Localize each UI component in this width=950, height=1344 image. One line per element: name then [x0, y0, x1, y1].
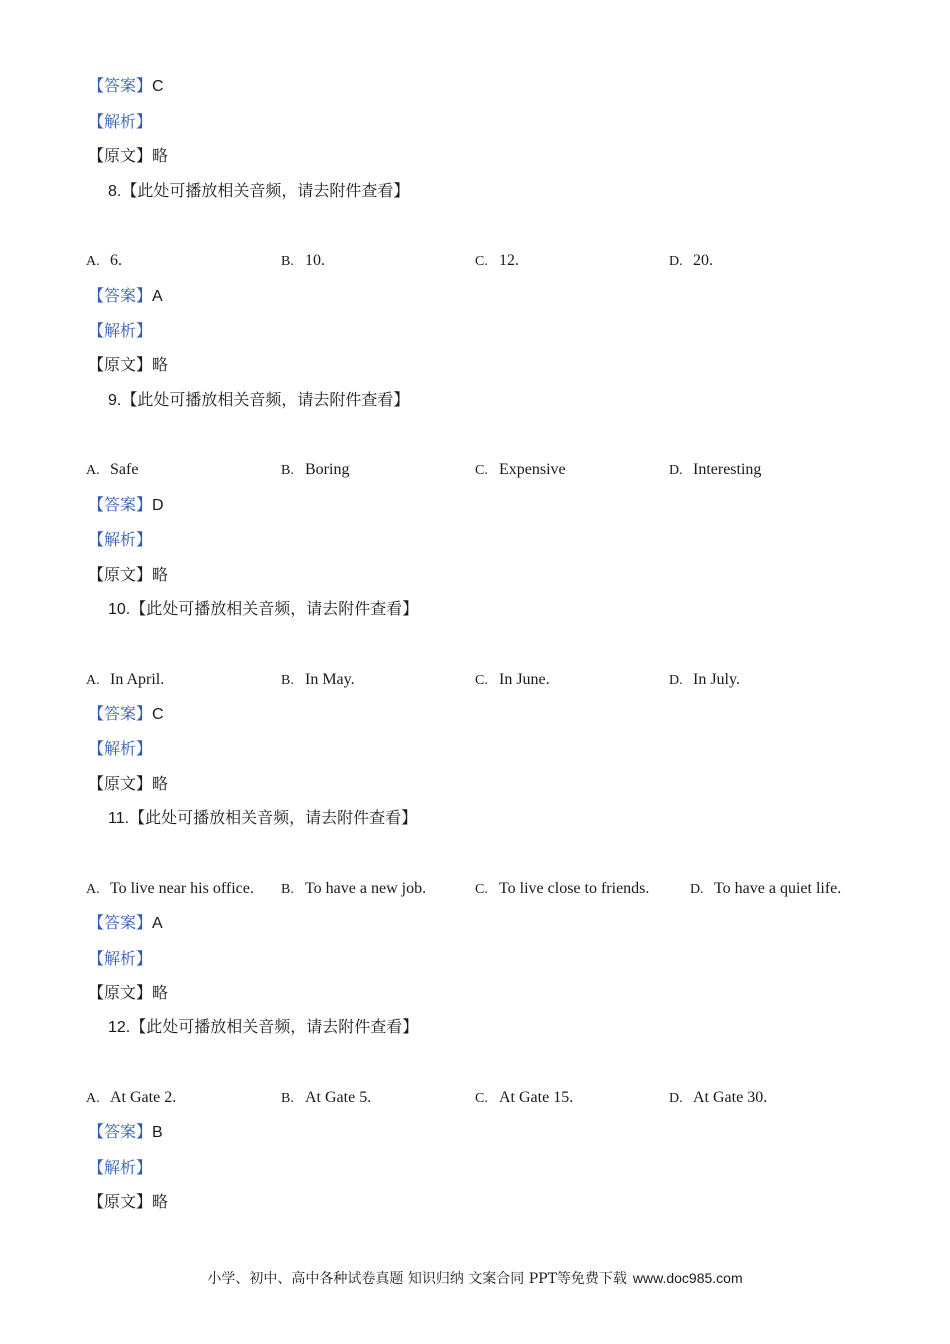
option-d	[669, 1088, 767, 1109]
option-c	[475, 879, 649, 900]
questions-4-options-0-text: At Gate 2.	[110, 1089, 177, 1106]
questions-3-options-1-letter: B.	[281, 882, 294, 897]
questions-0-options-1-text: 10.	[305, 252, 325, 269]
questions-4-options-2-text: At Gate 15.	[499, 1089, 574, 1106]
answer-line-q10	[88, 704, 164, 725]
original-line-q9	[88, 565, 168, 585]
analysis-label: 【解析】	[88, 1158, 153, 1177]
labels-original: 【原文】	[88, 774, 153, 793]
labels-answer: 【答案】	[88, 704, 153, 723]
questions-0-options-3-text: 20.	[693, 252, 713, 269]
questions-0-answer: A	[152, 288, 163, 305]
labels-answer: 【答案】	[88, 286, 153, 305]
questions-2-options-0-letter: A.	[86, 673, 100, 688]
analysis-label: 【解析】	[88, 739, 153, 758]
option-a	[86, 1088, 176, 1109]
questions-4-options-3-letter: D.	[669, 1091, 683, 1106]
questions-2-options-2-text: In June.	[499, 671, 550, 688]
labels-original: 【原文】	[88, 983, 153, 1002]
footer-text: 小学、初中、高中各种试卷真题 知识归纳 文案合同 PPT等免费下载	[207, 1271, 627, 1287]
option-c	[475, 1088, 573, 1109]
questions-2-options-0-text: In April.	[110, 671, 165, 688]
analysis-label: 【解析】	[88, 949, 153, 968]
questions-3-options-1-text: To have a new job.	[305, 880, 427, 897]
questions-1-options-0-text: Safe	[110, 461, 139, 478]
questions-3-options-3-text: To have a quiet life.	[714, 880, 842, 897]
labels-audio: 【此处可播放相关音频，请去附件查看】	[129, 808, 418, 827]
footer-site-link[interactable]: www.doc985.com	[632, 1270, 743, 1286]
answer-line-q12	[88, 1122, 163, 1143]
original-line-q12	[88, 1192, 168, 1212]
questions-3-answer: A	[152, 915, 163, 932]
original-label: 【原文】	[88, 146, 153, 165]
questions-3-options-2-letter: C.	[475, 882, 488, 897]
questions-2-options-1-text: In May.	[305, 671, 355, 688]
questions-0-options-2-text: 12.	[499, 252, 519, 269]
question-12	[108, 1017, 418, 1038]
labels-answer: 【答案】	[88, 495, 153, 514]
option-a	[86, 879, 254, 900]
answer-line-q7	[88, 76, 164, 97]
questions-4-options-1-letter: B.	[281, 1091, 294, 1106]
labels-original-text: 略	[152, 1192, 169, 1211]
option-a	[86, 460, 138, 481]
option-b	[281, 251, 325, 272]
option-d	[690, 879, 841, 900]
option-b	[281, 460, 349, 481]
questions-2-answer: C	[152, 706, 164, 723]
questions-4-options-2-letter: C.	[475, 1091, 488, 1106]
original-line-q8	[88, 355, 168, 375]
questions-1-answer: D	[152, 497, 164, 514]
option-b	[281, 879, 426, 900]
labels-original-text: 略	[152, 565, 169, 584]
original-line-q10	[88, 774, 168, 794]
labels-answer: 【答案】	[88, 1122, 153, 1141]
questions-3-options-2-text: To live close to friends.	[499, 880, 650, 897]
labels-audio: 【此处可播放相关音频，请去附件查看】	[121, 390, 410, 409]
labels-original-text: 略	[152, 774, 169, 793]
option-d	[669, 251, 713, 272]
question-11	[108, 808, 417, 829]
questions-3-options-0-letter: A.	[86, 882, 100, 897]
answer-line-q8	[88, 286, 163, 307]
analysis-label: 【解析】	[88, 321, 153, 340]
questions-2-options-3-text: In July.	[693, 671, 740, 688]
option-a	[86, 670, 164, 691]
question-8	[108, 181, 409, 202]
question-number: 8.	[108, 183, 122, 200]
option-b	[281, 670, 355, 691]
option-b	[281, 1088, 371, 1109]
answer-value: C	[152, 78, 164, 95]
questions-1-options-2-letter: C.	[475, 463, 488, 478]
questions-4-options-1-text: At Gate 5.	[305, 1089, 372, 1106]
question-9	[108, 390, 409, 411]
page-footer	[0, 1268, 950, 1288]
questions-2-options-3-letter: D.	[669, 673, 683, 688]
questions-1-options-1-letter: B.	[281, 463, 294, 478]
option-c	[475, 460, 566, 481]
answer-line-q11	[88, 913, 163, 934]
questions-4-number: 12.	[108, 1019, 131, 1036]
original-text: 略	[152, 146, 169, 165]
questions-0-options-0-text: 6.	[110, 252, 122, 269]
audio-note: 【此处可播放相关音频，请去附件查看】	[121, 181, 410, 200]
answer-line-q9	[88, 495, 164, 516]
labels-audio: 【此处可播放相关音频，请去附件查看】	[130, 599, 419, 618]
questions-2-options-2-letter: C.	[475, 673, 488, 688]
labels-audio: 【此处可播放相关音频，请去附件查看】	[130, 1017, 419, 1036]
questions-1-number: 9.	[108, 392, 122, 409]
questions-4-options-0-letter: A.	[86, 1091, 100, 1106]
labels-original-text: 略	[152, 983, 169, 1002]
option-d	[669, 460, 761, 481]
questions-4-options-3-text: At Gate 30.	[693, 1089, 768, 1106]
analysis-label: 【解析】	[88, 530, 153, 549]
labels-original: 【原文】	[88, 565, 153, 584]
questions-1-options-3-text: Interesting	[693, 461, 762, 478]
labels-original: 【原文】	[88, 355, 153, 374]
option-a	[86, 251, 122, 272]
questions-0-options-1-letter: B.	[281, 254, 294, 269]
analysis-label: 【解析】	[88, 112, 153, 131]
labels-answer: 【答案】	[88, 913, 153, 932]
original-line-q7	[88, 146, 168, 166]
questions-2-options-1-letter: B.	[281, 673, 294, 688]
questions-0-options-0-letter: A.	[86, 254, 100, 269]
questions-3-number: 11.	[108, 810, 130, 827]
questions-1-options-0-letter: A.	[86, 463, 100, 478]
answer-label: 【答案】	[88, 76, 153, 95]
questions-3-options-0-text: To live near his office.	[110, 880, 254, 897]
option-c	[475, 251, 519, 272]
questions-0-options-3-letter: D.	[669, 254, 683, 269]
original-line-q11	[88, 983, 168, 1003]
labels-original: 【原文】	[88, 1192, 153, 1211]
questions-1-options-2-text: Expensive	[499, 461, 566, 478]
questions-4-answer: B	[152, 1124, 163, 1141]
questions-2-number: 10.	[108, 601, 131, 618]
option-d	[669, 670, 740, 691]
questions-1-options-1-text: Boring	[305, 461, 350, 478]
option-c	[475, 670, 550, 691]
labels-original-text: 略	[152, 355, 169, 374]
questions-3-options-3-letter: D.	[690, 882, 704, 897]
questions-0-options-2-letter: C.	[475, 254, 488, 269]
question-10	[108, 599, 418, 620]
questions-1-options-3-letter: D.	[669, 463, 683, 478]
